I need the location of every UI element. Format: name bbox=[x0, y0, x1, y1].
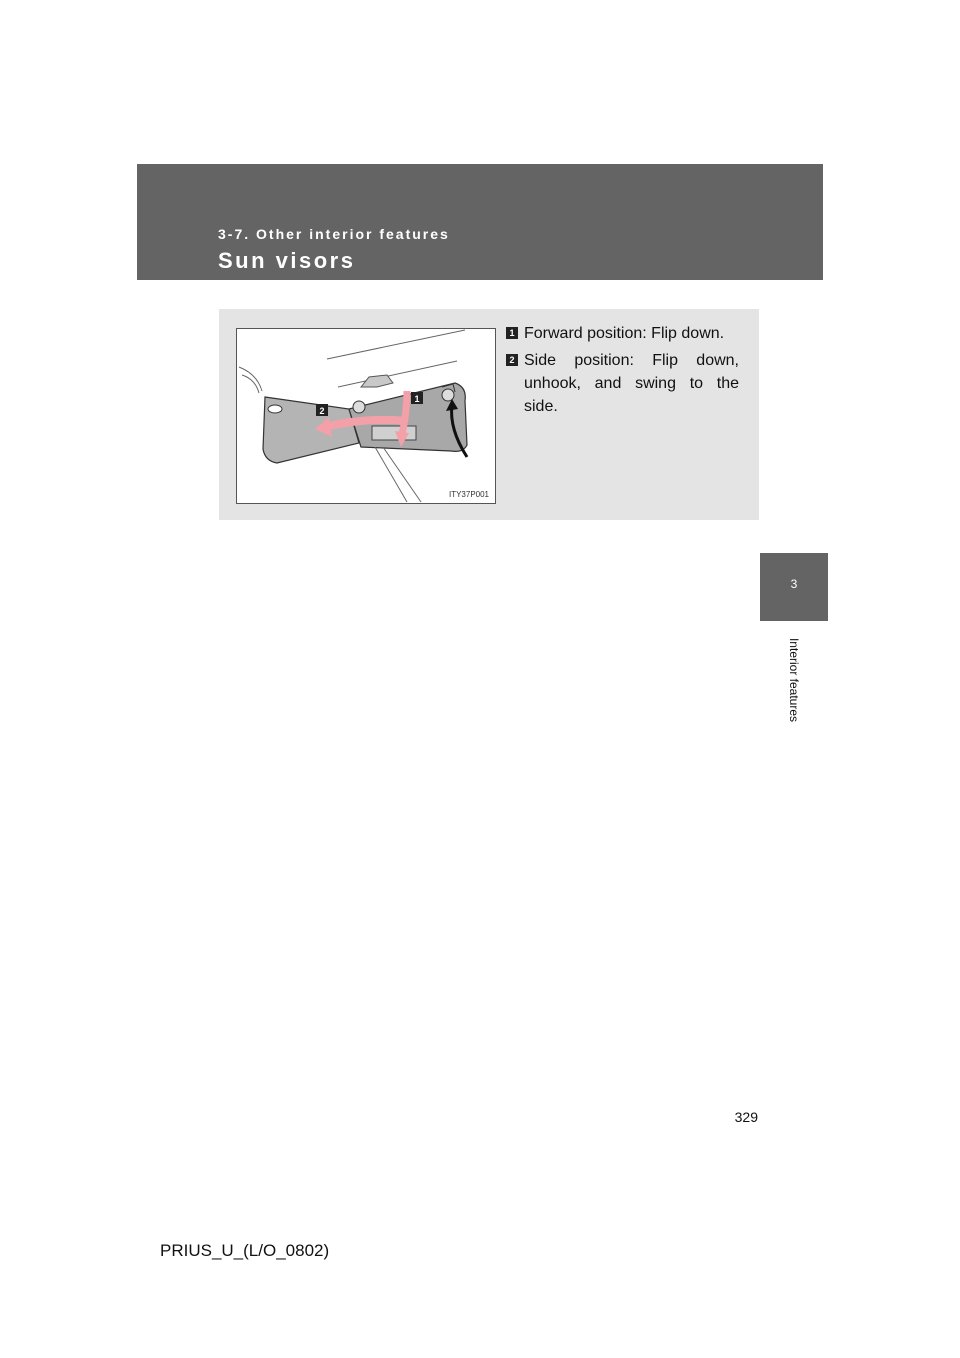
sun-visor-drawing bbox=[237, 329, 495, 503]
callout-1-label: 1 bbox=[414, 394, 420, 404]
chapter-tab bbox=[760, 553, 828, 621]
step-number-badge: 1 bbox=[506, 327, 518, 339]
chapter-tab-number: 3 bbox=[790, 577, 798, 591]
chapter-tab-caption: Interior features bbox=[787, 637, 801, 723]
step-item bbox=[506, 322, 739, 345]
footer-document-code: PRIUS_U_(L/O_0802) bbox=[160, 1241, 330, 1260]
step-item bbox=[506, 349, 739, 418]
page-title: Sun visors bbox=[218, 248, 356, 273]
step-list bbox=[506, 322, 739, 422]
chapter-header bbox=[137, 164, 823, 280]
sun-visor-illustration bbox=[236, 328, 496, 504]
page-number: 329 bbox=[734, 1109, 758, 1125]
step-text: Side position: Flip down, unhook, and swing to the side. bbox=[524, 352, 739, 415]
callout-2-label: 2 bbox=[319, 406, 325, 416]
figure-code: ITY37P001 bbox=[448, 490, 489, 499]
section-label: 3-7. Other interior features bbox=[218, 226, 450, 242]
step-number-badge: 2 bbox=[506, 354, 518, 366]
instruction-panel bbox=[219, 309, 759, 520]
step-text: Forward position: Flip down. bbox=[524, 325, 725, 342]
